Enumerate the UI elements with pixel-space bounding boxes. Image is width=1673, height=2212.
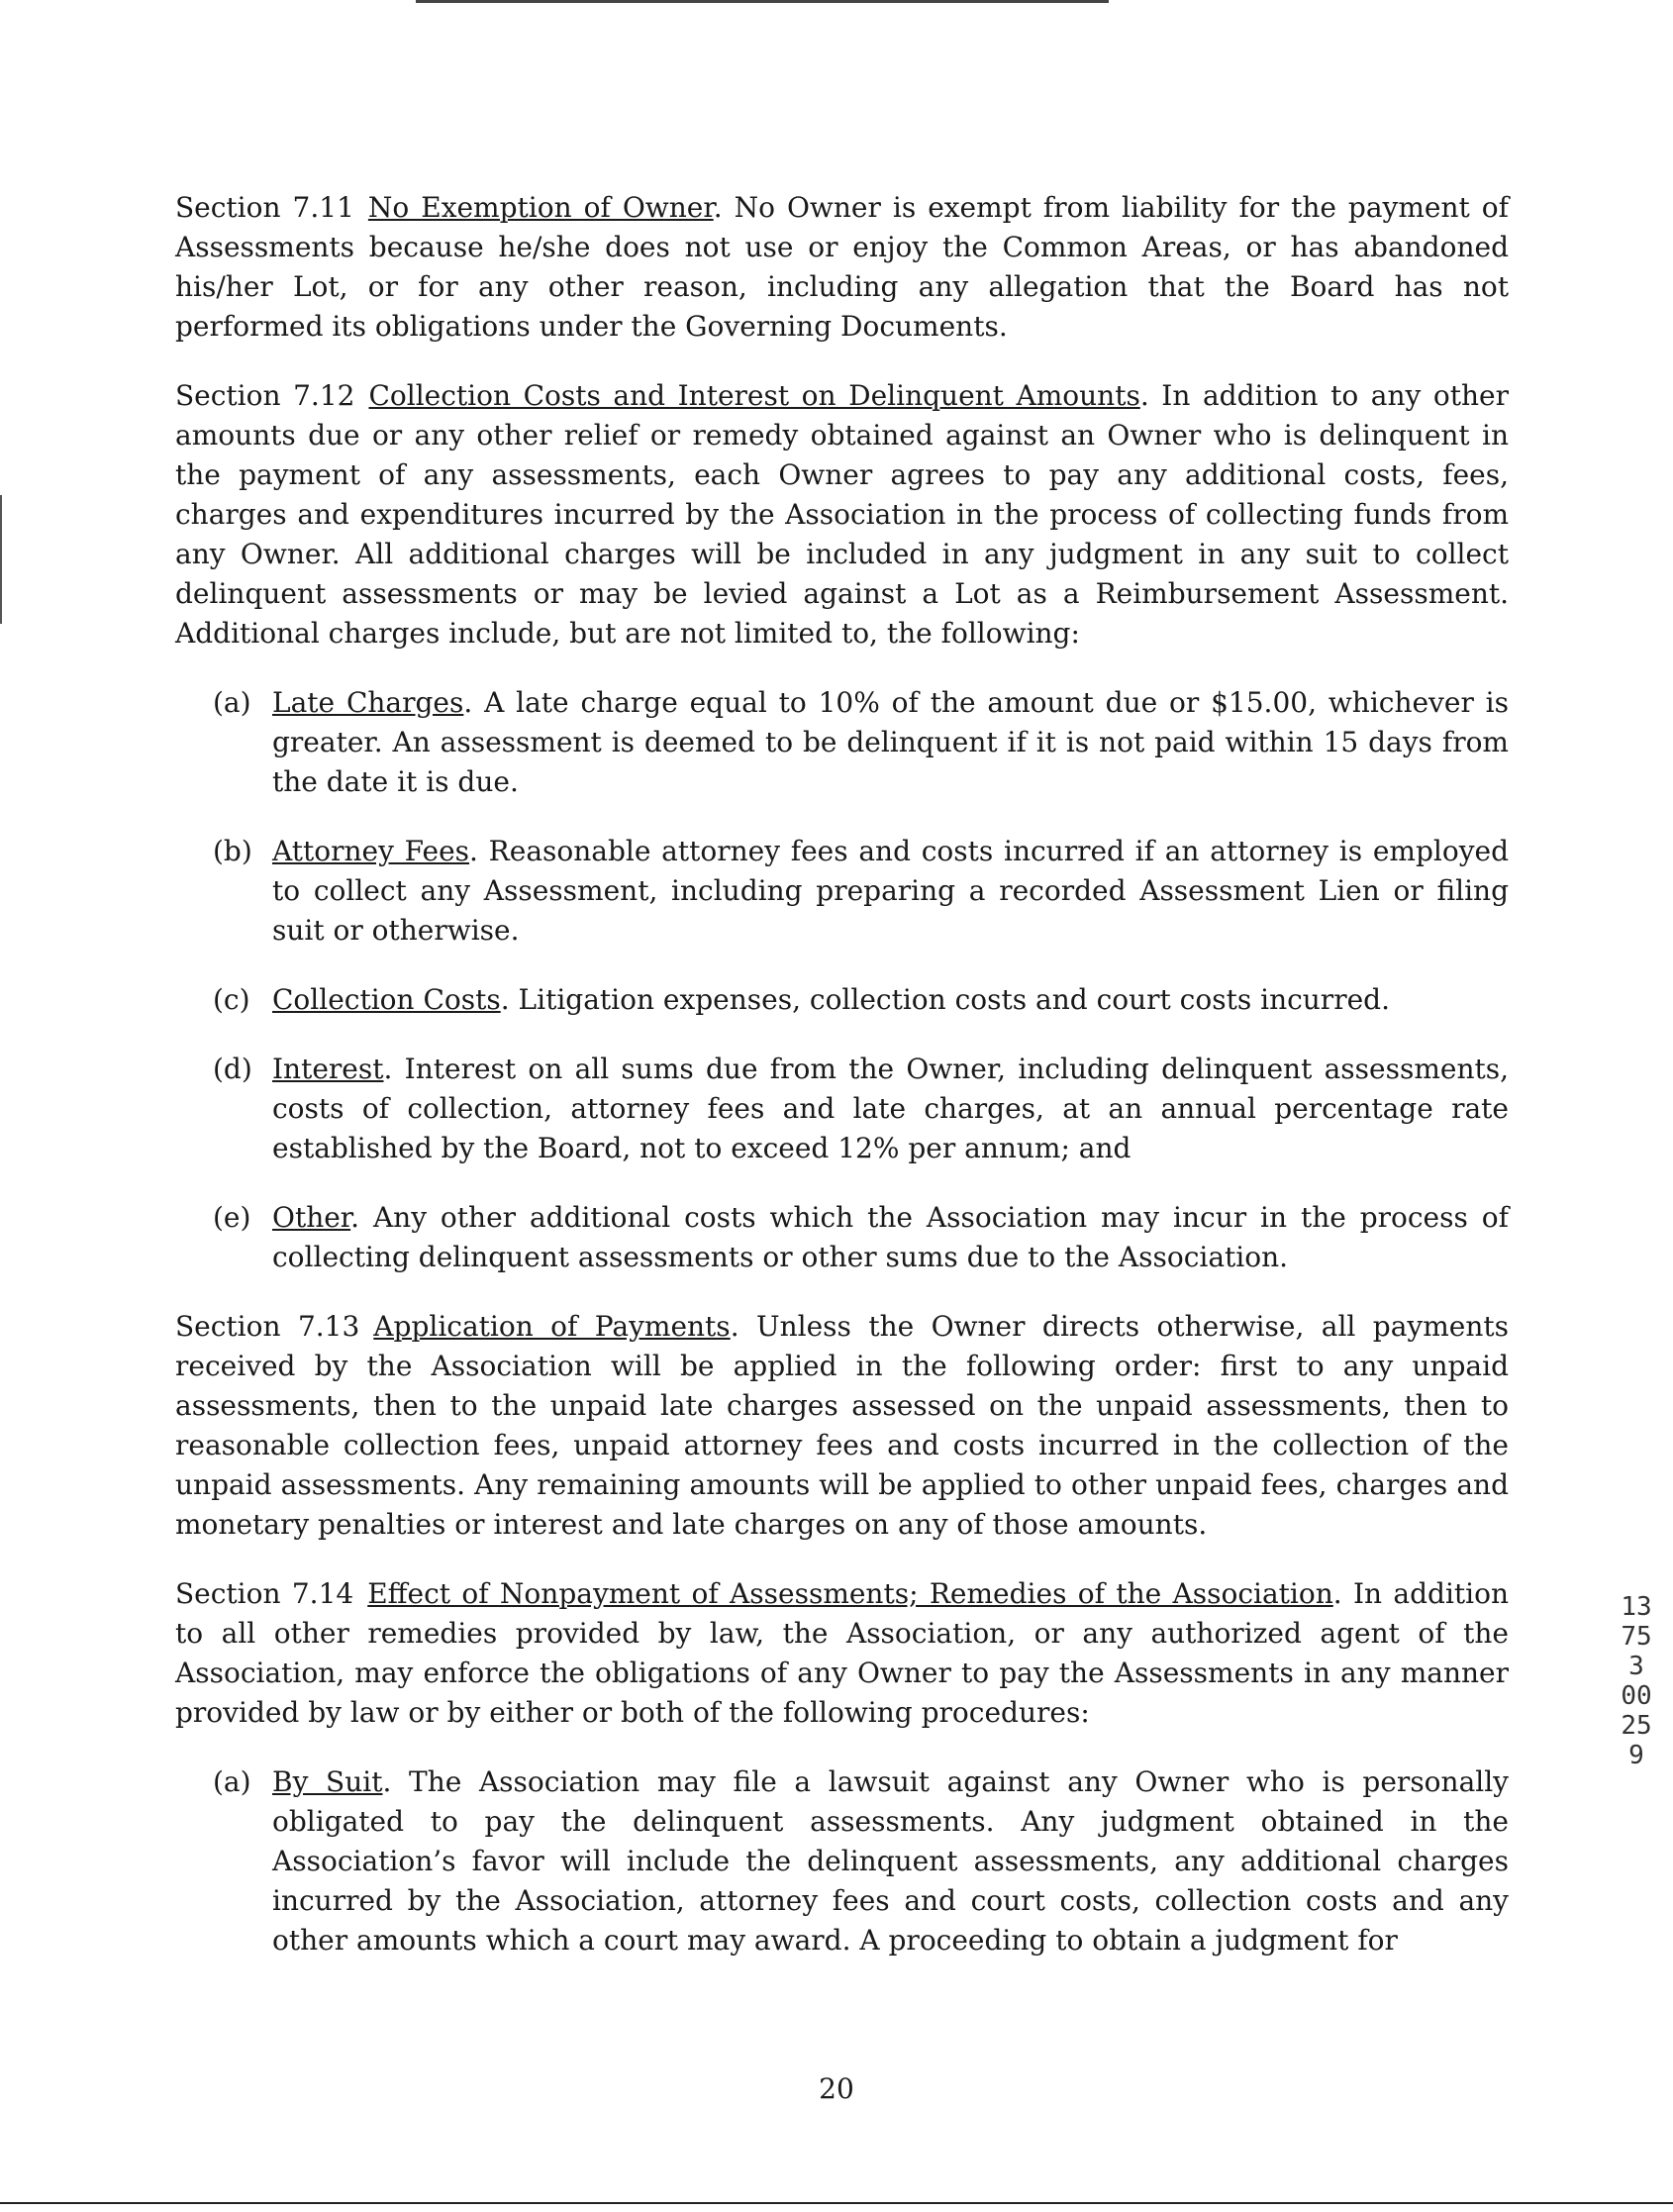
section-number: Section 7.11 — [175, 191, 354, 224]
list-item-text: . A late charge equal to 10% of the amount due or $15.00, whichever is greater. An assessment is deemed to be delinquent if it is not paid within 15 days from the date it is due. — [272, 686, 1509, 798]
list-item-interest — [213, 1050, 1509, 1168]
list-item-body — [272, 683, 1509, 802]
list-marker: (a) — [213, 1765, 251, 1798]
section-text: . Unless the Owner directs otherwise, all payments received by the Association will be applied in the following order: first to any unpaid assessments, then to the unpaid late charges assessed on the unpaid assessments, then to reasonable collection fees, unpaid attorney fees and costs incurred in the collection of the unpaid assessments. Any remaining amounts will be applied to other unpaid fees, charges and monetary penalties or interest and late charges on any of those amounts. — [175, 1310, 1509, 1541]
list-marker: (d) — [213, 1053, 252, 1085]
section-7-14 — [175, 1574, 1509, 1733]
section-7-14-list — [175, 1762, 1509, 1961]
section-heading: Effect of Nonpayment of Assessments; Remedies of the Association — [367, 1577, 1333, 1610]
list-item-text: . Any other additional costs which the Association may incur in the process of collecting delinquent assessments or other sums due to the Association. — [272, 1201, 1509, 1273]
list-item-text: . Interest on all sums due from the Owner, including delinquent assessments, costs of collection, attorney fees and late charges, at an annual percentage rate established by the Board, not to exceed 12% per annum; and — [272, 1053, 1509, 1164]
list-item-late-charges — [213, 683, 1509, 802]
list-marker: (e) — [213, 1201, 251, 1234]
recording-stamp: 13753 00259 — [1621, 1592, 1652, 1770]
section-heading: Application of Payments — [373, 1310, 731, 1343]
list-item-body — [272, 1198, 1509, 1277]
list-item-heading: Late Charges — [272, 686, 464, 719]
list-item-heading: Attorney Fees — [272, 835, 470, 867]
list-item-heading: Collection Costs — [272, 983, 501, 1016]
section-number: Section 7.12 — [175, 379, 355, 412]
list-item-body — [272, 1050, 1509, 1168]
list-marker: (a) — [213, 686, 251, 719]
section-heading: No Exemption of Owner — [367, 191, 714, 224]
section-number: Section 7.13 — [175, 1310, 360, 1343]
section-text: . No Owner is exempt from liability for the payment of Assessments because he/she does not use or enjoy the Common Areas, or has abandoned his/her Lot, or for any other reason, including any allegation that the Board has not performed its obligations under the Governing Documents. — [175, 191, 1509, 343]
list-item-heading: Other — [272, 1201, 351, 1234]
list-item-body — [272, 980, 1509, 1020]
section-7-12 — [175, 376, 1509, 654]
scan-artifact-left-edge — [0, 495, 2, 624]
list-item-collection-costs — [213, 980, 1509, 1020]
list-marker: (b) — [213, 835, 252, 867]
list-item-body — [272, 832, 1509, 951]
document-body — [175, 188, 1509, 1990]
list-item-text: . Litigation expenses, collection costs and court costs incurred. — [500, 983, 1390, 1016]
list-item-text: . The Association may file a lawsuit against any Owner who is personally obligated to pay the delinquent assessments. Any judgment obtained in the Association’s favor will include the delinquent assessments, any additional charges incurred by the Association, attorney fees and court costs, collection costs and any other amounts which a court may award. A proceeding to obtain a judgment for — [272, 1765, 1509, 1957]
scan-artifact-top-line — [416, 0, 1109, 3]
section-number: Section 7.14 — [175, 1577, 354, 1610]
section-heading: Collection Costs and Interest on Delinquent Amounts — [368, 379, 1140, 412]
list-item-text: . Reasonable attorney fees and costs incurred if an attorney is employed to collect any Assessment, including preparing a recorded Assessment Lien or filing suit or otherwise. — [272, 835, 1510, 947]
page-number: 20 — [819, 2072, 854, 2105]
list-marker: (c) — [213, 983, 250, 1016]
list-item-body — [272, 1762, 1509, 1961]
scan-artifact-bottom-line — [0, 2202, 1673, 2204]
section-7-12-list — [175, 683, 1509, 1277]
list-item-by-suit — [213, 1762, 1509, 1961]
list-item-attorney-fees — [213, 832, 1509, 951]
list-item-heading: Interest — [272, 1053, 384, 1085]
list-item-other — [213, 1198, 1509, 1277]
section-text: . In addition to any other amounts due or any other relief or remedy obtained against an Owner who is delinquent in the payment of any assessments, each Owner agrees to pay any additional costs, fees, charges and expenditures incurred by the Association in the process of collecting funds from any Owner. All additional charges will be included in any judgment in any suit to collect delinquent assessments or may be levied against a Lot as a Reimbursement Assessment. Additional charges include, but are not limited to, the following: — [175, 379, 1510, 650]
section-7-11 — [175, 188, 1509, 347]
section-text: . In addition to all other remedies provided by law, the Association, or any authorized agent of the Association, may enforce the obligations of any Owner to pay the Assessments in any manner provided by law or by either or both of the following procedures: — [175, 1577, 1510, 1729]
list-item-heading: By Suit — [272, 1765, 383, 1798]
section-7-13 — [175, 1307, 1509, 1545]
